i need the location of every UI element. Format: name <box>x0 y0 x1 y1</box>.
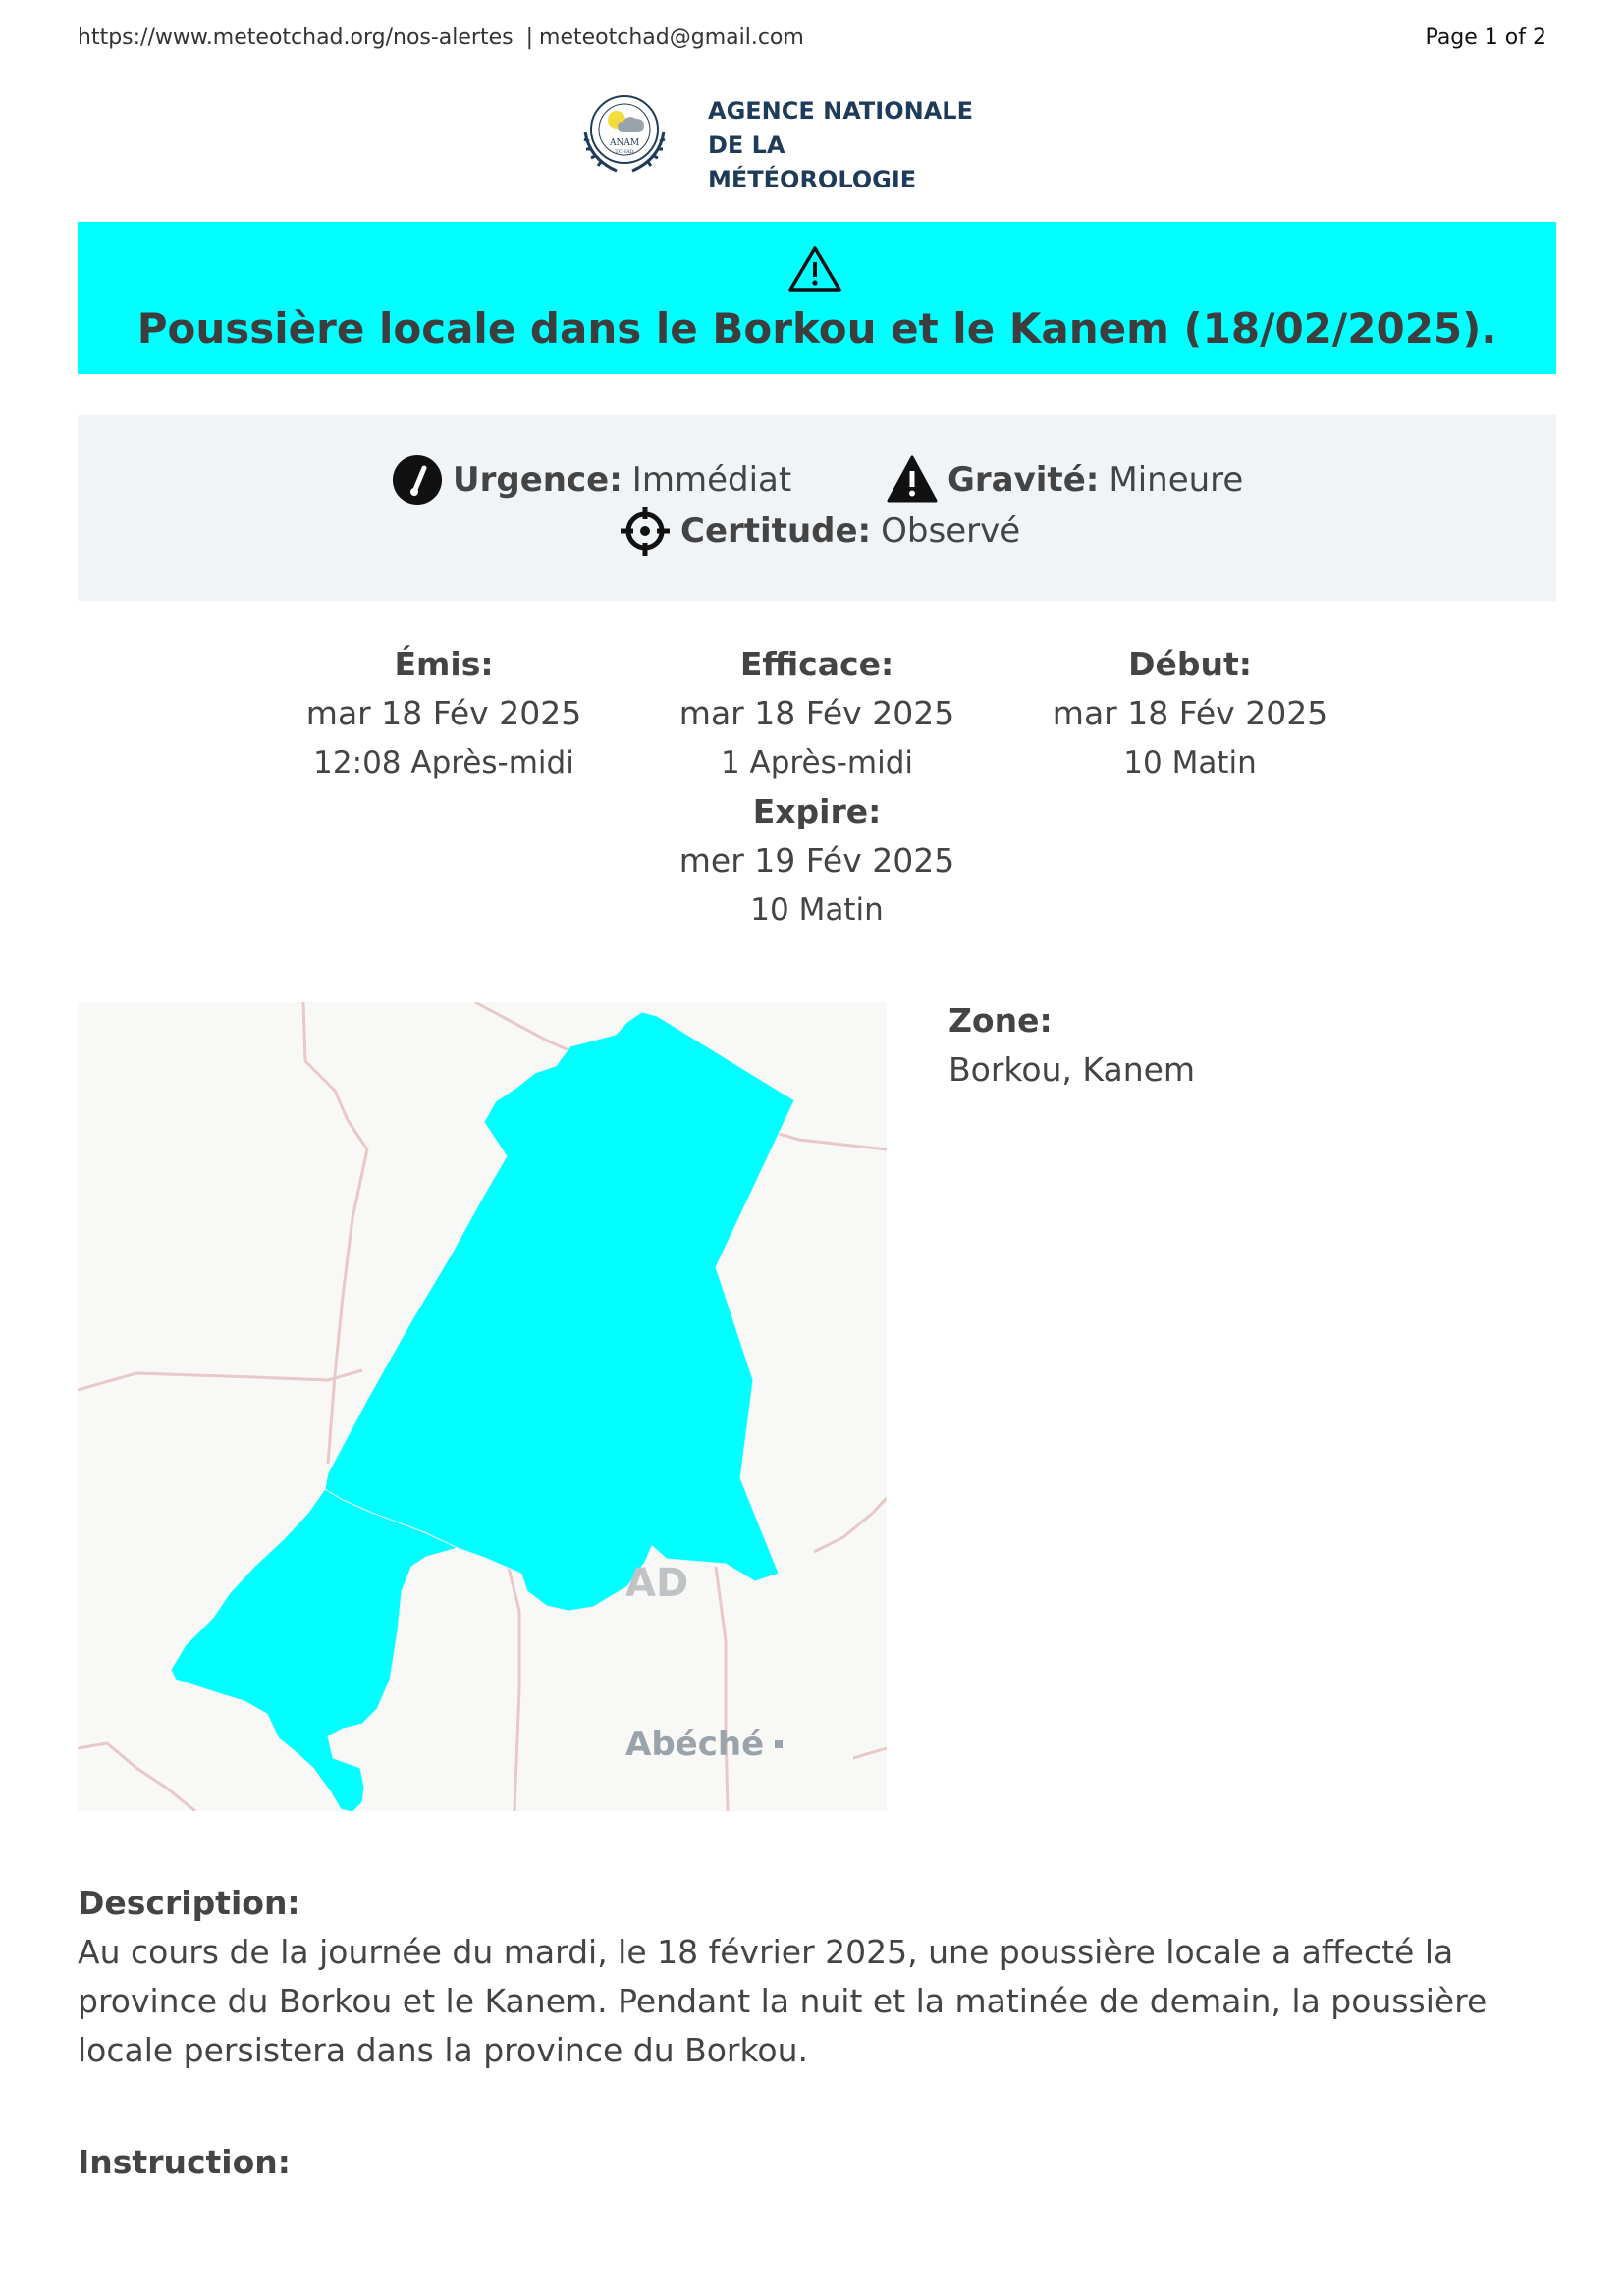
urgency-value: Immédiat <box>631 460 792 500</box>
effective-time: 1 Après-midi <box>720 745 914 780</box>
zone-label: Zone: <box>948 1001 1053 1040</box>
map-country-label: AD <box>625 1561 689 1606</box>
severity-value: Mineure <box>1109 460 1244 500</box>
alert-properties <box>78 415 1556 601</box>
severity-item <box>887 454 1243 506</box>
urgency-item <box>392 454 791 506</box>
expires-label: Expire: <box>752 792 882 830</box>
certainty-label: Certitude: <box>680 511 872 551</box>
expires-block <box>630 787 1003 934</box>
alert-zone-map <box>78 1002 887 1811</box>
header-separator: | <box>525 26 534 50</box>
agency-logo <box>575 80 998 193</box>
certainty-value: Observé <box>881 511 1021 551</box>
description-text: Au cours de la journée du mardi, le 18 février 2025, une poussière locale a affecté la province du Borkou et le Kanem. Pendant la nuit et la matinée de demain, la poussière locale persistera dans la province du Borkou. <box>78 1933 1488 2069</box>
map-city-label: Abéché <box>625 1725 765 1764</box>
alert-title: Poussière locale dans le Borkou et le Kanem (18/02/2025). <box>136 304 1497 352</box>
onset-date: mar 18 Fév 2025 <box>1052 694 1328 732</box>
map-city-marker <box>775 1740 783 1748</box>
onset-label: Début: <box>1128 645 1252 683</box>
source-url[interactable]: https://www.meteotchad.org/nos-alertes <box>78 26 514 50</box>
description-label: Description: <box>78 1884 300 1922</box>
expires-date: mer 19 Fév 2025 <box>678 841 955 880</box>
contact-email[interactable]: meteotchad@gmail.com <box>539 26 804 50</box>
agency-name-line1: AGENCE NATIONALE <box>708 97 973 125</box>
agency-name-line2: DE LA MÉTÉOROLOGIE <box>708 132 917 193</box>
urgency-label: Urgence: <box>453 460 623 500</box>
page-number: Page 1 of 2 <box>1425 26 1546 50</box>
severity-label: Gravité: <box>947 460 1100 500</box>
clock-icon <box>392 454 443 506</box>
map-canvas <box>78 1002 887 1811</box>
onset-time: 10 Matin <box>1123 745 1257 780</box>
effective-label: Efficace: <box>739 645 894 683</box>
crosshair-icon <box>620 506 671 557</box>
agency-seal-icon <box>575 80 674 179</box>
issued-date: mar 18 Fév 2025 <box>305 694 582 732</box>
warning-icon <box>887 454 938 506</box>
page-header-source <box>78 26 804 50</box>
certainty-item <box>620 506 1020 557</box>
description-section <box>78 1879 1556 2075</box>
issued-label: Émis: <box>394 645 494 683</box>
issued-time: 12:08 Après-midi <box>313 745 574 780</box>
issued-block <box>257 640 630 787</box>
effective-block <box>630 640 1003 787</box>
seal-text: ANAM <box>609 138 640 148</box>
alert-banner <box>78 222 1556 374</box>
expires-time: 10 Matin <box>750 892 884 928</box>
agency-name <box>708 94 998 197</box>
seal-subtext: TCHAD <box>615 149 634 155</box>
zone-value: Borkou, Kanem <box>948 1050 1196 1089</box>
zone-block <box>948 996 1195 1095</box>
instruction-label: Instruction: <box>78 2143 291 2181</box>
onset-block <box>1003 640 1377 787</box>
instruction-section <box>78 2138 291 2187</box>
warning-triangle-icon <box>787 245 842 293</box>
effective-date: mar 18 Fév 2025 <box>678 694 955 732</box>
